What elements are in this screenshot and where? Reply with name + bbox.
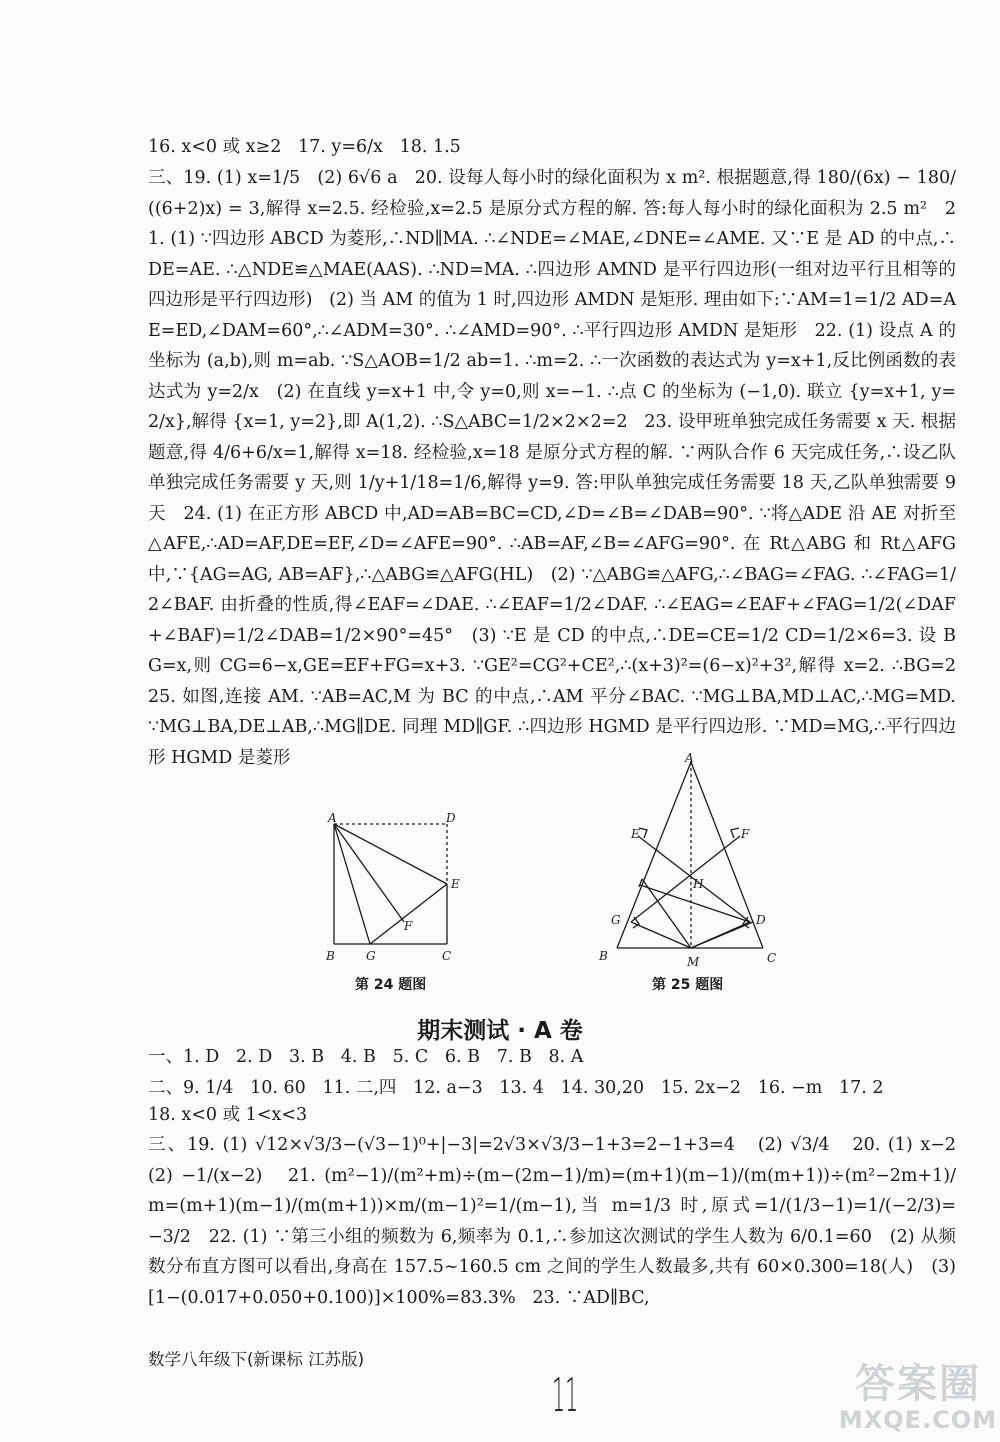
handwritten-page-mark: 11 [552, 1368, 579, 1422]
watermark-url: MXQE.COM [838, 1406, 998, 1434]
fig25-segment-FG2 [631, 836, 740, 922]
solutions-19-25: 三、19. (1) x=1/5 (2) 6√6 a 20. 设每人每小时的绿化面积为 x m². 根据题意,得 180/(6x) − 180/((6+2)x) = 3,解得 x=2.5. 经检验,x=2.5 是原分式方程的解. 答:每人每小时的绿化面积为 2.5 m² 21. (1) ∵四边形 ABCD 为菱形,∴ND∥MA. ∴∠NDE=∠MAE,∠DNE=∠AME. 又∵E 是 AD 的中点,∴DE=AE. ∴△NDE≌△MAE(AAS). ∴ND=MA. ∴四边形 AMND 是平行四边形(一组对边平行且相等的四边形是平行四边形) (2) 当 AM 的值为 1 时,四边形 AMDN 是矩形. 理由如下:∵AM=1=1/2 AD=AE=ED,∠DAM=60°,∴∠ADM=30°. ∴∠AMD=90°. ∴平行四边形 AMDN 是矩形 22. (1) 设点 A 的坐标为 (a,b),则 m=ab. ∵S△AOB=1/2 ab=1. ∴m=2. ∴一次函数的表达式为 y=x+1,反比例函数的表达式为 y=2/x (2) 在直线 y=x+1 中,令 y=0,则 x=−1. ∴点 C 的坐标为 (−1,0). 联立 {y=x+1, y=2/x},解得 {x=1, y=2},即 A(1,2). ∴S△ABC=1/2×2×2=2 23. 设甲班单独完成任务需要 x 天. 根据题意,得 4/6+6/x=1,解得 x=18. 经检验,x=18 是原分式方程的解. ∵两队合作 6 天完成任务,∴设乙队单独完成任务需要 y 天,则 1/y+1/18=1/6,解得 y=9. 答:甲队单独完成任务需要 18 天,乙队单独需要 9 天 24. (1) 在正方形 ABCD 中,AD=AB=BC=CD,∠D=∠B=∠DAB=90°. ∵将△ADE 沿 AE 对折至△AFE,∴AD=AF,DE=EF,∠D=∠AFE=90°. ∴AB=AF,∠B=∠AFG=90°. 在 Rt△ABG 和 Rt△AFG 中,∵{AG=AG, AB=AF},∴△ABG≌△AFG(HL) (2) ∵△ABG≌△AFG,∴∠BAG=∠FAG. ∴∠FAG=1/2∠BAF. 由折叠的性质,得∠EAF=∠DAE. ∴∠EAF=1/2∠DAF. ∴∠EAG=∠EAF+∠FAG=1/2(∠DAF+∠BAF)=1/2∠DAB=1/2×90°=45° (3) ∵E 是 CD 的中点,∴DE=CE=1/2 CD=1/2×6=3. 设 BG=x,则 CG=6−x,GE=EF+FG=x+3. ∵GE²=CG²+CE²,∴(x+3)²=(6−x)²+3²,解得 x=2. ∴BG=2 25. 如图,连接 AM. ∵AB=AC,M 为 BC 的中点,∴AM 平分∠BAC. ∵MG⊥BA,MD⊥AC,∴MG=MD. ∵MG⊥BA,DE⊥AB,∴MG∥DE. 同理 MD∥GF. ∴四边形 HGMD 是平行四边形. ∵MD=MG,∴平行四边形 HGMD 是菱形 [148, 168, 973, 768]
answers-16-18: 16. x<0 或 x≥2 17. y=6/x 18. 1.5 [148, 137, 461, 157]
svg-text:E: E [451, 877, 460, 891]
solutions-final-19-23: 三、19. (1) √12×√3/3−(√3−1)⁰+|−3|=2√3×√3/3−1+3=2−1+3=4 (2) √3/4 20. (1) x−2 (2) −1/(x−2) 21. (m²−1)/(m²+m)÷(m−(2m−1)/m)=(m+1)(m−1)/(m(m+1))÷(m²−2m+1)/m=(m+1)(m−1)/(m(m+1))×m/(m−1)²=1/(m−1),当 m=1/3 时,原式=1/(1/3−1)=1/(−2/3)=−3/2 22. (1) ∵第三小组的频数为 6,频率为 0.1,∴参加这次测试的学生人数为 6/0.1=60 (2) 从频数分布直方图可以看出,身高在 157.5~160.5 cm 之间的学生人数最多,共有 60×0.300=18(人) (3) [1−(0.017+0.050+0.100)]×100%=83.3% 23. ∵AD∥BC, [148, 1135, 973, 1308]
svg-text:B: B [599, 949, 608, 963]
fig25-side-AC [691, 762, 763, 948]
svg-text:E: E [631, 827, 640, 841]
fig25-segment-MD2 [691, 922, 753, 948]
svg-text:G: G [611, 913, 621, 927]
page-footer: 数学八年级下(新课标 江苏版) [148, 1350, 365, 1369]
fig24-segment-AE [334, 824, 447, 884]
fig25-right-angle-F [731, 828, 739, 838]
watermark-logo: 答案圈 [855, 1361, 981, 1407]
figure-24 [322, 812, 472, 972]
svg-text:M: M [687, 955, 700, 969]
fig24-segment-AF [334, 824, 404, 922]
svg-text:C: C [767, 951, 777, 965]
answers-choice: 一、1. D 2. D 3. B 4. B 5. C 6. B 7. B 8. A [148, 1047, 584, 1067]
answers-18: 18. x<0 或 1<x<3 [148, 1105, 308, 1125]
fig24-segment-GE [370, 884, 447, 944]
svg-text:H: H [693, 877, 704, 891]
svg-text:D: D [756, 913, 766, 927]
figure-25 [595, 752, 785, 974]
svg-text:A: A [328, 812, 337, 825]
section-title: 期末测试 · A 卷 [417, 1018, 583, 1044]
fig24-segment-AG [334, 824, 370, 944]
svg-text:F: F [404, 919, 413, 933]
svg-text:A: A [685, 752, 694, 765]
figure-24-caption: 第 24 题图 [355, 977, 427, 993]
fig25-side-AB [617, 762, 691, 948]
svg-text:B: B [326, 949, 335, 963]
svg-text:F: F [741, 827, 750, 841]
svg-text:G: G [366, 949, 376, 963]
answers-fill: 二、9. 1/4 10. 60 11. 二,四 12. a−3 13. 4 14. 30,20 15. 2x−2 16. −m 17. 2 [148, 1078, 884, 1098]
svg-text:D: D [446, 812, 456, 825]
figure-25-caption: 第 25 题图 [652, 977, 724, 993]
svg-text:C: C [442, 949, 452, 963]
fig25-right-angle-E [639, 828, 647, 838]
site-watermark [838, 1362, 998, 1434]
